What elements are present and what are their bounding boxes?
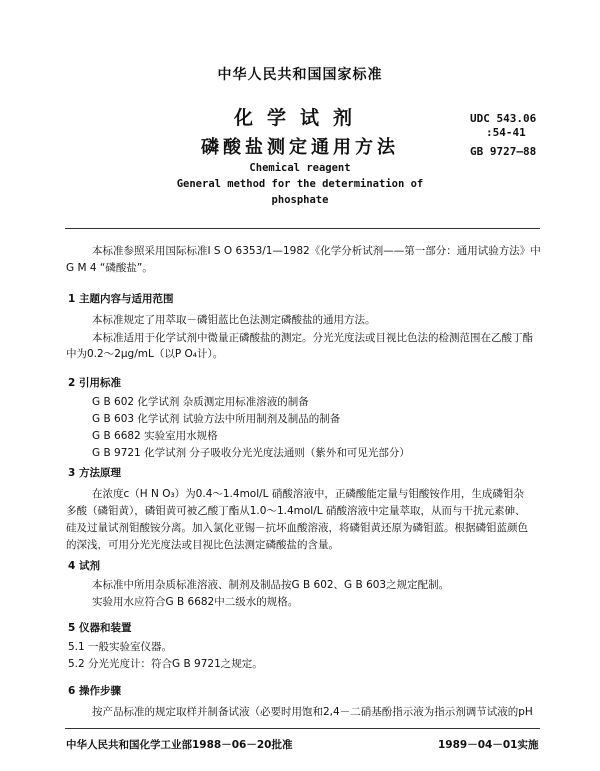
section-1-paragraph-2-line-2: 中为0.2～2μg/mL（以P O₄计）。 (66, 348, 224, 360)
section-1-paragraph-2-line-1: 本标准适用于化学试剂中微量正磷酸盐的测定。分光光度法或目视比色法的检测范围在乙酸丁酯 (92, 332, 533, 344)
reference-item: G B 603 化学试剂 试验方法中所用制剂及制品的制备 (92, 413, 341, 425)
effective-date: 1989－04－01实施 (438, 739, 539, 751)
section-5-item-2: 5.2 分光光度计：符合G B 9721之规定。 (68, 658, 263, 670)
english-title-line-2: General method for the determination of (176, 178, 424, 190)
header-divider (65, 228, 540, 229)
section-3-line: 在浓度c（H N O₃）为0.4～1.4mol/L 硝酸溶液中，正磷酸能定量与钼酸铵作用，生成磷钼杂 (92, 488, 524, 500)
section-3-heading: 3 方法原理 (68, 467, 121, 479)
section-1-heading: 1 主题内容与适用范围 (68, 293, 174, 305)
udc-code: UDC 543.06 (470, 112, 537, 125)
english-title-line-1: Chemical reagent (249, 162, 351, 174)
section-6-heading: 6 操作步骤 (68, 685, 121, 697)
document-subtitle: 磷酸盐测定通用方法 (201, 137, 399, 158)
approval-date: 中华人民共和国化学工业部1988－06－20批准 (66, 739, 293, 751)
section-4-paragraph-1: 本标准中所用杂质标准溶液、制剂及制品按G B 602、G B 603之规定配制。 (92, 579, 450, 591)
reference-item: G B 602 化学试剂 杂质测定用标准溶液的制备 (92, 396, 309, 408)
section-2-heading: 2 引用标准 (68, 377, 121, 389)
section-5-item-1: 5.1 一般实验室仪器。 (68, 641, 173, 653)
section-4-paragraph-2: 实验用水应符合G B 6682中二级水的规格。 (92, 596, 299, 608)
section-3-line: 多酸（磷钼黄），磷钼黄可被乙酸丁酯从1.0～1.4mol/L 硝酸溶液中定量萃取，从而与干扰元素砷、 (66, 505, 526, 517)
section-3-line: 硅及过量试剂钼酸铵分离。加入氯化亚锡－抗坏血酸溶液，将磷钼黄还原为磷钼蓝。根据磷钼蓝颜色 (66, 522, 528, 534)
intro-line-2: G M 4 “磷酸盐”。 (66, 262, 153, 274)
footer-divider (65, 728, 540, 729)
intro-line-1: 本标准参照采用国际标准I S O 6353/1—1982《化学分析试剂——第一部分：通用试验方法》中 (92, 245, 541, 257)
section-1-paragraph-1: 本标准规定了用萃取－磷钼蓝比色法测定磷酸盐的通用方法。 (92, 314, 376, 326)
standard-type-header: 中华人民共和国国家标准 (217, 67, 383, 83)
section-3-line: 的深浅，可用分光光度法或目视比色法测定磷酸盐的含量。 (66, 539, 339, 551)
section-6-paragraph-1: 按产品标准的规定取样并制备试液（必要时用饱和2,4－二硝基酚指示液为指示剂调节试液的pH (92, 706, 533, 718)
gb-number: GB 9727—88 (470, 145, 537, 158)
reference-item: G B 6682 实验室用水规格 (92, 430, 218, 442)
section-4-heading: 4 试剂 (68, 560, 100, 572)
reference-item: G B 9721 化学试剂 分子吸收分光光度法通则（紫外和可见光部分） (92, 447, 410, 459)
english-title-line-3: phosphate (271, 194, 329, 206)
section-5-heading: 5 仪器和装置 (68, 622, 132, 634)
udc-subcode: :54-41 (486, 126, 526, 139)
document-title: 化学试剂 (233, 107, 366, 129)
